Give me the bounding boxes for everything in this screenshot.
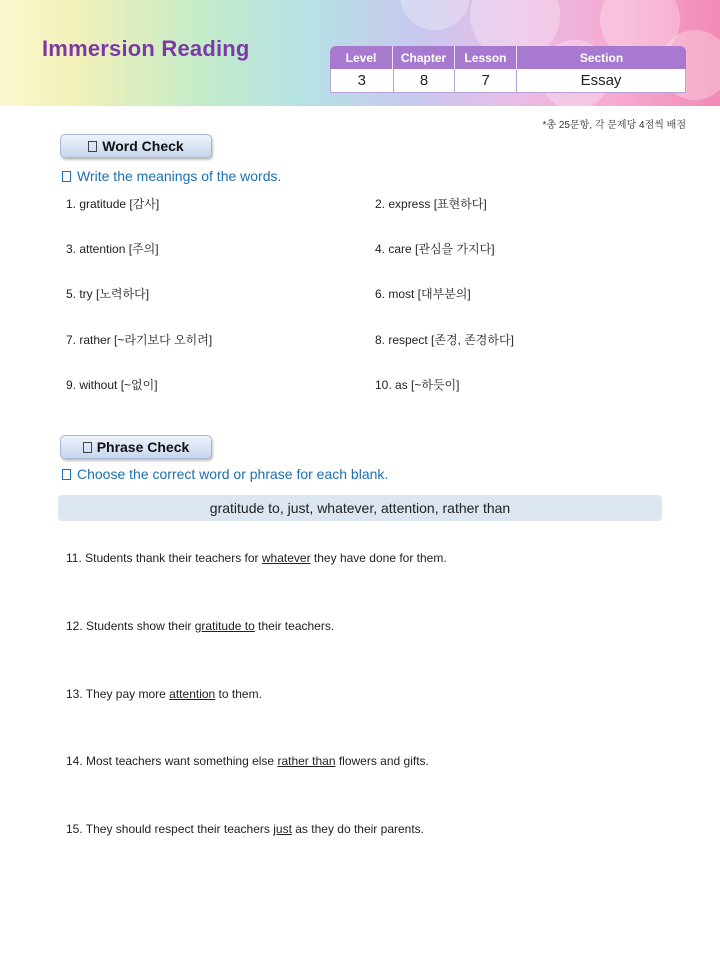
col-chapter: Chapter bbox=[392, 46, 454, 69]
square-bullet-icon bbox=[62, 171, 71, 182]
word-check-instruction bbox=[62, 168, 281, 184]
section-value: Essay bbox=[516, 69, 685, 92]
phrase-check-title: Phrase Check bbox=[96, 439, 190, 455]
word-item: 10. as [~하듯이] bbox=[375, 378, 460, 392]
word-item: 4. care [관심을 가지다] bbox=[375, 242, 495, 256]
word-check-title: Word Check bbox=[102, 138, 184, 154]
square-bullet-icon bbox=[62, 469, 71, 480]
level-table-values bbox=[330, 69, 686, 93]
sentence-item bbox=[66, 754, 429, 768]
sentence-text: their teachers. bbox=[254, 619, 335, 633]
word-item: 2. express [표현하다] bbox=[375, 197, 487, 211]
square-bullet-icon bbox=[83, 442, 92, 453]
word-item: 1. gratitude [감사] bbox=[66, 197, 160, 211]
sentence-text: to them. bbox=[215, 687, 262, 701]
sentence-text: 13. They pay more bbox=[66, 687, 170, 701]
decor-bubble bbox=[400, 0, 470, 30]
sentence-text: as they do their parents. bbox=[291, 822, 424, 836]
logo: Immersion Reading bbox=[42, 36, 250, 61]
word-item: 3. attention [주의] bbox=[66, 242, 159, 256]
word-bank: gratitude to, just, whatever, attention, rather than bbox=[58, 495, 662, 521]
word-check-badge bbox=[60, 134, 212, 158]
chapter-value: 8 bbox=[393, 69, 455, 92]
sentence-answer: rather than bbox=[277, 754, 336, 768]
word-check-instruction-text: Write the meanings of the words. bbox=[77, 168, 282, 184]
word-item: 8. respect [존경, 존경하다] bbox=[375, 333, 514, 347]
level-value: 3 bbox=[357, 72, 366, 89]
sentence-text: they have done for them. bbox=[310, 551, 447, 565]
word-item: 5. try [노력하다] bbox=[66, 287, 150, 301]
sentence-answer: just bbox=[273, 822, 292, 836]
sentence-text: 11. Students thank their teachers for bbox=[66, 551, 262, 565]
lesson-value: 7 bbox=[454, 69, 516, 92]
word-item: 9. without [~없이] bbox=[66, 378, 158, 392]
col-level: Level bbox=[345, 50, 377, 65]
sentence-item bbox=[66, 551, 447, 565]
square-bullet-icon bbox=[88, 141, 97, 152]
sentence-answer: gratitude to bbox=[194, 619, 255, 633]
phrase-check-instruction bbox=[62, 466, 388, 482]
sentence-item bbox=[66, 822, 424, 836]
word-item: 6. most [대부분의] bbox=[375, 287, 471, 301]
sentence-item bbox=[66, 687, 262, 701]
sentence-text: 12. Students show their bbox=[66, 619, 195, 633]
sentence-item bbox=[66, 619, 334, 633]
sentence-text: 15. They should respect their teachers bbox=[66, 822, 274, 836]
col-section: Section bbox=[516, 46, 686, 69]
level-table-header bbox=[330, 46, 686, 69]
level-table bbox=[330, 46, 686, 93]
sentence-answer: attention bbox=[169, 687, 216, 701]
sentence-answer: whatever bbox=[261, 551, 311, 565]
header-banner bbox=[0, 0, 720, 106]
phrase-check-badge bbox=[60, 435, 212, 459]
col-lesson: Lesson bbox=[454, 46, 516, 69]
score-note: *총 25문항, 각 문제당 4점씩 배점 bbox=[542, 120, 686, 131]
sentence-text: flowers and gifts. bbox=[335, 754, 429, 768]
sentence-text: 14. Most teachers want something else bbox=[66, 754, 278, 768]
word-item: 7. rather [~라기보다 오히려] bbox=[66, 333, 213, 347]
phrase-check-instruction-text: Choose the correct word or phrase for each blank. bbox=[77, 466, 389, 482]
